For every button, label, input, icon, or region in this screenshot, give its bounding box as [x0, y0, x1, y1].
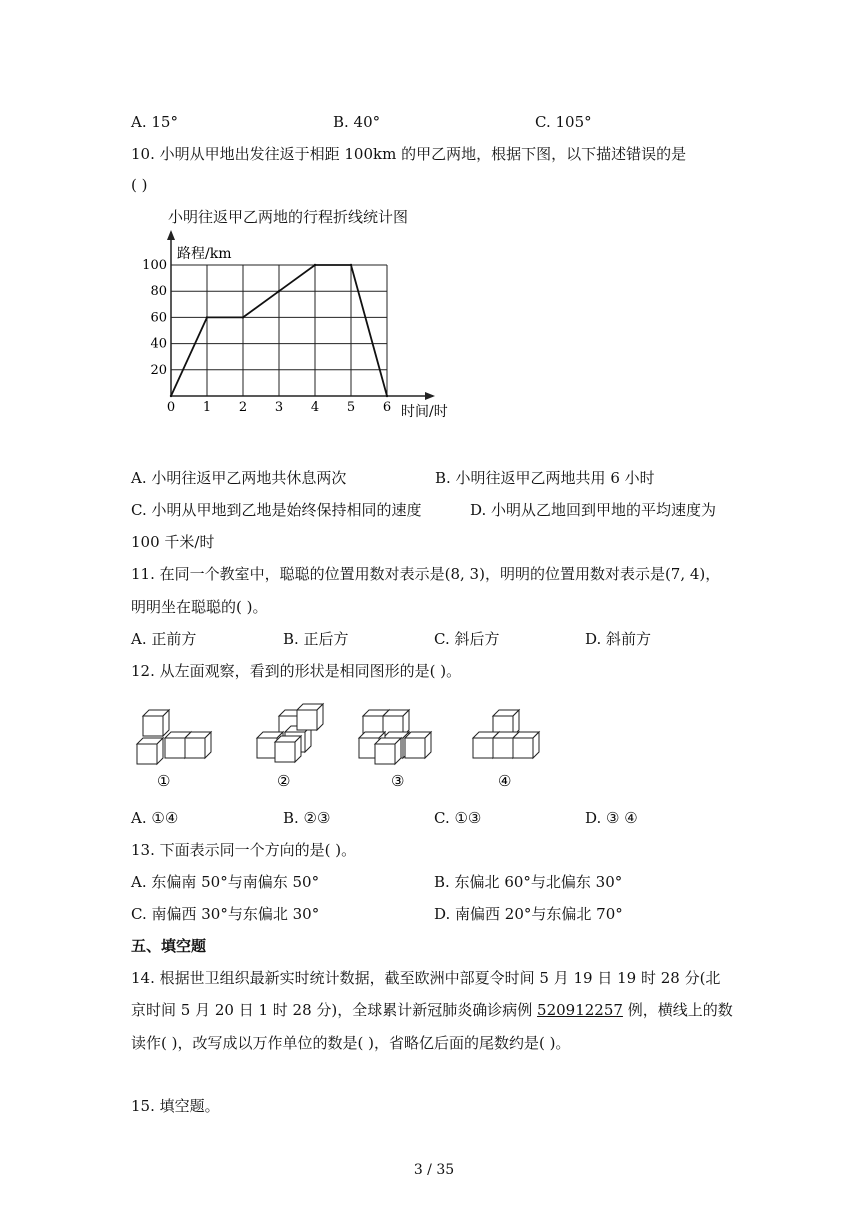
y-tick-label: 80: [150, 284, 167, 300]
figure-label-1: ①: [157, 772, 171, 790]
cube-figures: [125, 700, 555, 800]
data-point: [206, 316, 208, 318]
x-tick-label: 4: [310, 400, 320, 415]
x-axis-label: 时间/时: [401, 404, 448, 420]
q14-line-3: 读作( )，改写成以万作单位的数是( )，省略亿后面的尾数约是( )。: [131, 1034, 571, 1052]
x-tick-label: 2: [238, 400, 248, 415]
cube-figure-3: [359, 710, 431, 764]
q13-option-b: B. 东偏北 60°与北偏东 30°: [434, 873, 623, 891]
data-point: [242, 316, 244, 318]
q10-option-a: A. 小明往返甲乙两地共休息两次: [131, 469, 347, 487]
data-point: [350, 264, 352, 266]
q10-option-b: B. 小明往返甲乙两地共用 6 小时: [435, 469, 655, 487]
x-tick-label: 1: [202, 400, 212, 415]
q11-stem-cont: 明明坐在聪聪的( )。: [131, 598, 268, 616]
y-axis-label: 路程/km: [177, 246, 232, 262]
q9-option-b: B. 40°: [333, 113, 381, 131]
data-point: [314, 264, 316, 266]
y-tick-label: 100: [142, 258, 167, 273]
figure-label-4: ④: [498, 772, 512, 790]
data-point: [170, 395, 172, 397]
cube-figure-1: [137, 710, 211, 764]
q10-option-d-cont: 100 千米/时: [131, 533, 215, 551]
q14-line-2: [131, 1000, 733, 1020]
q12-option-d: D. ③ ④: [585, 809, 638, 827]
q13-option-d: D. 南偏西 20°与东偏北 70°: [434, 905, 623, 923]
q14-line-1: 14. 根据世卫组织最新实时统计数据，截至欧洲中部夏令时间 5 月 19 日 19 时 28 分(北: [131, 969, 721, 987]
q15-stem: 15. 填空题。: [131, 1097, 220, 1115]
q10-answer-blank: ( ): [131, 176, 148, 194]
q10-option-c: C. 小明从甲地到乙地是始终保持相同的速度: [131, 501, 422, 519]
q12-stem: 12. 从左面观察，看到的形状是相同图形的是( )。: [131, 662, 462, 680]
y-axis-arrow: [167, 230, 175, 240]
q11-stem: 11. 在同一个教室中，聪聪的位置用数对表示是(8, 3)，明明的位置用数对表示是(7, 4)，: [131, 565, 721, 583]
q13-option-a: A. 东偏南 50°与南偏东 50°: [131, 873, 320, 891]
q10-stem: 10. 小明从甲地出发往返于相距 100km 的甲乙两地，根据下图，以下描述错误的是: [131, 145, 687, 163]
y-tick-label: 60: [150, 310, 167, 326]
x-tick-label: 5: [346, 400, 356, 415]
q11-option-a: A. 正前方: [131, 630, 197, 648]
y-tick-label: 40: [150, 336, 167, 352]
x-tick-label: 0: [166, 400, 176, 415]
q11-option-b: B. 正后方: [283, 630, 349, 648]
q10-option-d: D. 小明从乙地回到甲地的平均速度为: [470, 501, 717, 519]
q9-option-c: C. 105°: [535, 113, 592, 131]
figure-label-3: ③: [391, 772, 405, 790]
q13-stem: 13. 下面表示同一个方向的是( )。: [131, 841, 357, 859]
q12-option-b: B. ②③: [283, 809, 331, 827]
cube-figure-2: [257, 704, 323, 762]
data-point: [278, 290, 280, 292]
q11-option-c: C. 斜后方: [434, 630, 500, 648]
x-tick-label: 6: [382, 400, 392, 415]
q11-option-d: D. 斜前方: [585, 630, 652, 648]
q12-option-a: A. ①④: [131, 809, 179, 827]
x-axis-arrow: [425, 392, 435, 400]
q14-line-2-post: 例，横线上的数: [622, 1001, 733, 1019]
q14-line-2-pre: 京时间 5 月 20 日 1 时 28 分)，全球累计新冠肺炎确诊病例: [131, 1001, 538, 1019]
q14-underlined-number: 520912257: [537, 1001, 623, 1019]
section-title: 五、填空题: [131, 937, 207, 955]
data-point: [386, 395, 388, 397]
line-chart: [140, 228, 470, 428]
q13-option-c: C. 南偏西 30°与东偏北 30°: [131, 905, 320, 923]
q12-option-c: C. ①③: [434, 809, 482, 827]
cube-figure-4: [473, 710, 539, 758]
figure-label-2: ②: [277, 772, 291, 790]
page-number: 3 / 35: [413, 1162, 455, 1178]
x-tick-label: 3: [274, 400, 284, 415]
y-tick-label: 20: [150, 362, 167, 378]
q9-option-a: A. 15°: [131, 113, 178, 131]
chart-title: 小明往返甲乙两地的行程折线统计图: [168, 208, 409, 226]
